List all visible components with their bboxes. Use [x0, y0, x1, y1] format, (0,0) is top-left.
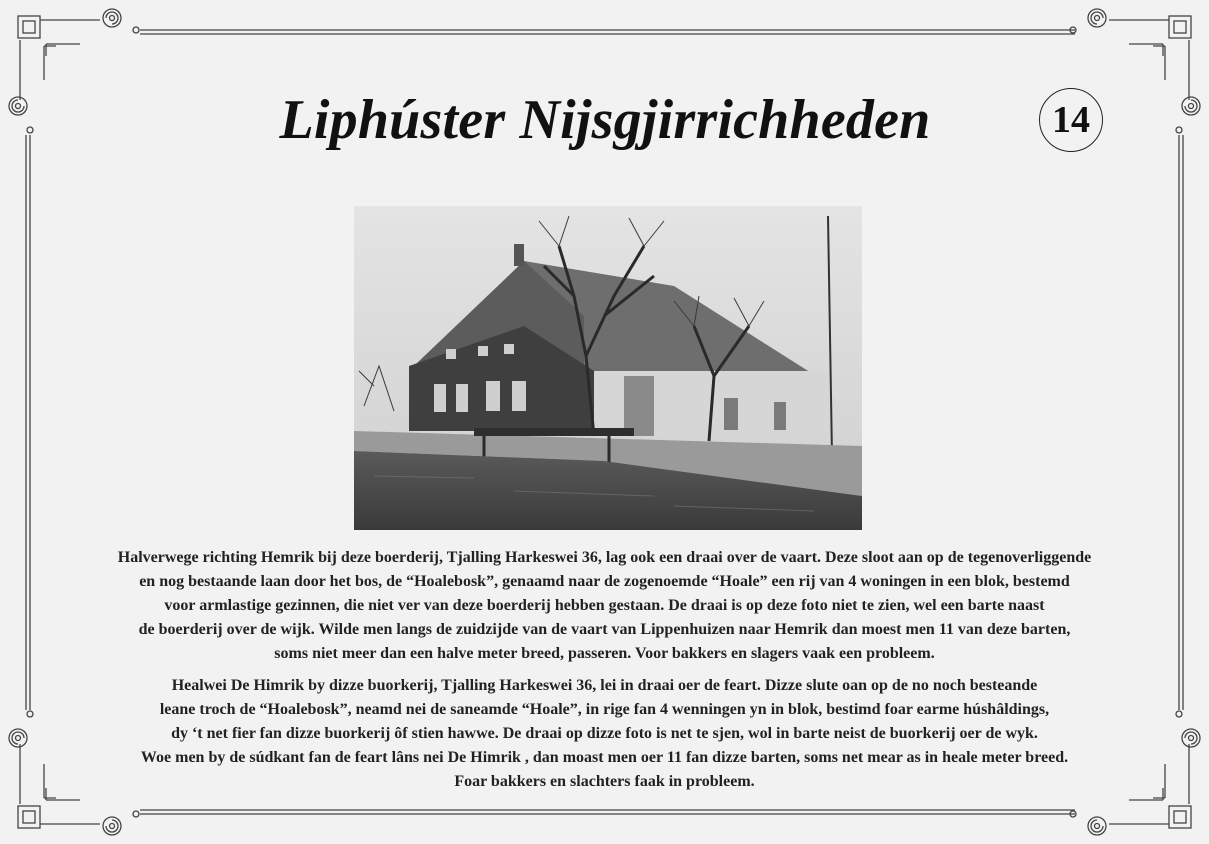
farmhouse-photo-icon: [354, 206, 862, 530]
paragraph-line: dy ‘t net fier fan dizze buorkerij ôf stien hawwe. De draai op dizze foto is net te sjen, wol in barte neist de buorkerij oer de wyk.: [171, 725, 1038, 742]
page-title: Liphúster Nijsgjirrichheden: [279, 89, 931, 151]
paragraph-line: Halverwege richting Hemrik bij deze boerderij, Tjalling Harkesweі 36, lag ook een draai over de vaart. Deze sloot aan op de tegenoverliggende: [117, 549, 1092, 566]
paragraph-line: soms niet meer dan een halve meter breed, passeren. Voor bakkers en slagers vaak een probleem.: [274, 645, 935, 662]
paragraph-line: Woe men by de súdkant fan de feart lâns nei De Himrik , dan moast men oer 11 fan dizze barten, soms net mear as in heale meter breed.: [140, 749, 1069, 766]
farmhouse-photo: [354, 206, 862, 530]
paragraph-line: leane troch de “Hoalebosk”, neamd nei de saneamde “Hoale”, in rige fan 4 wenningen yn in blok, bestimd foar earme húshâldings,: [159, 701, 1050, 718]
paragraph-line: en nog bestaande laan door het bos, de “Hoalebosk”, genaamd naar de zogenoemde “Hoale” een rij van 4 woningen in een blok, bestemd: [139, 573, 1070, 590]
page-number-badge: 14: [1039, 88, 1103, 152]
paragraph-line: Healwei De Himrik by dizze buorkerij, Tjalling Harkesweі 36, lei in draai oer de feart. Dizze slute oan op de no noch besteande: [171, 677, 1038, 694]
paragraph-line: Foar bakkers en slachters faak in probleem.: [454, 773, 755, 790]
paragraph-frisian: [40, 674, 1169, 794]
paragraph-line: de boerderij over de wijk. Wilde men langs de zuidzijde van de vaart van Lippenhuizen naar Hemrik dan moest men 11 van deze barten,: [138, 621, 1071, 638]
paragraph-line: voor armlastige gezinnen, die niet ver van deze boerderij hebben gestaan. De draai is op deze foto niet te zien, wel een barte naast: [164, 597, 1045, 614]
paragraph-dutch: [40, 546, 1169, 666]
